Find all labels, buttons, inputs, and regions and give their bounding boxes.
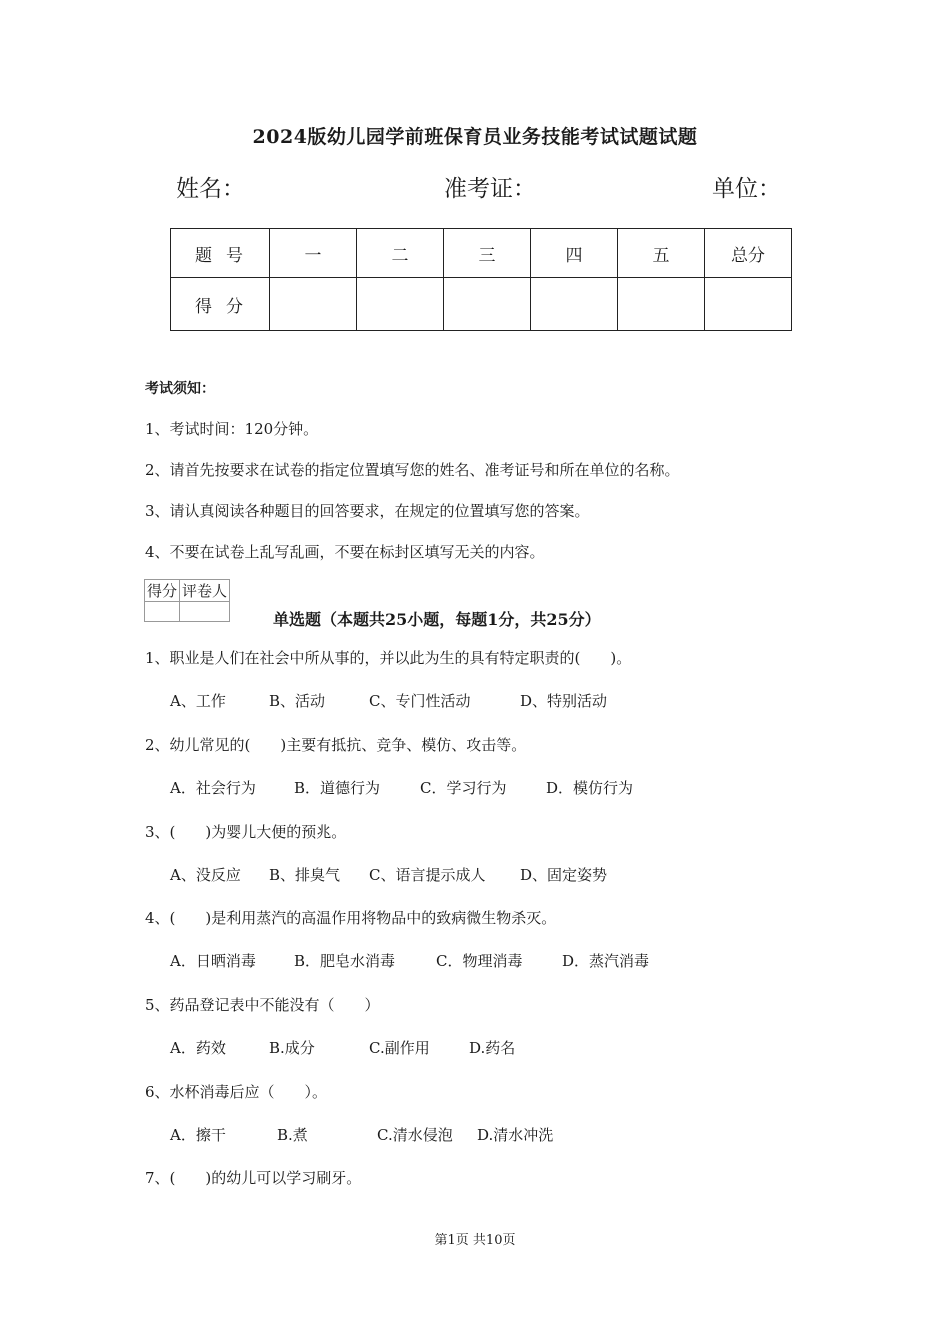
- exam-id-label: 准考证：: [444, 176, 536, 202]
- column-header: 三: [444, 229, 531, 278]
- notice-item: 2、请首先按要求在试卷的指定位置填写您的姓名、准考证号和所在单位的名称。: [145, 461, 680, 479]
- notice-item: 4、不要在试卷上乱写乱画，不要在标封区填写无关的内容。: [145, 543, 545, 561]
- option[interactable]: C、语言提示成人: [369, 866, 486, 884]
- notice-item: 1、考试时间：120分钟。: [145, 420, 319, 438]
- option[interactable]: B.成分: [269, 1039, 315, 1057]
- score-table: [170, 228, 792, 331]
- grader-reviewer-cell[interactable]: [180, 602, 230, 622]
- grader-reviewer-label: 评卷人: [180, 580, 230, 602]
- option[interactable]: A．社会行为: [170, 779, 256, 797]
- option[interactable]: B、排臭气: [269, 866, 341, 884]
- option[interactable]: A．擦干: [170, 1126, 226, 1144]
- option[interactable]: B.煮: [277, 1126, 308, 1144]
- option-row: [170, 1124, 810, 1146]
- column-header: 四: [531, 229, 618, 278]
- question-text: 4、( )是利用蒸汽的高温作用将物品中的致病微生物杀灭。: [145, 909, 557, 927]
- grader-table: [144, 579, 230, 622]
- column-header: 一: [270, 229, 357, 278]
- option-row: [170, 864, 810, 886]
- score-cell[interactable]: [531, 278, 618, 331]
- option-row: [170, 1037, 810, 1059]
- option[interactable]: C.副作用: [369, 1039, 430, 1057]
- option-row: [170, 690, 810, 712]
- score-cell[interactable]: [618, 278, 705, 331]
- option[interactable]: C.清水侵泡: [377, 1126, 453, 1144]
- score-cell[interactable]: [444, 278, 531, 331]
- option[interactable]: A、没反应: [170, 866, 241, 884]
- option[interactable]: A．日晒消毒: [170, 952, 256, 970]
- option[interactable]: C．物理消毒: [436, 952, 523, 970]
- question-text: 3、( )为婴儿大便的预兆。: [145, 823, 347, 841]
- question-text: 2、幼儿常见的( )主要有抵抗、竞争、模仿、攻击等。: [145, 736, 527, 754]
- option[interactable]: D.清水冲洗: [477, 1126, 554, 1144]
- option[interactable]: D、固定姿势: [520, 866, 608, 884]
- question-text: 6、水杯消毒后应（ ）。: [145, 1083, 328, 1101]
- score-table-score-row: [171, 278, 792, 331]
- question-number-label: 题号: [171, 229, 270, 278]
- page-footer: 第1页 共10页: [434, 1233, 516, 1248]
- score-cell-total[interactable]: [705, 278, 792, 331]
- option[interactable]: D．蒸汽消毒: [562, 952, 650, 970]
- exam-title: 2024版幼儿园学前班保育员业务技能考试试题试题: [252, 126, 698, 148]
- option-row: [170, 950, 810, 972]
- option[interactable]: D．模仿行为: [546, 779, 634, 797]
- section-title: 单选题（本题共25小题，每题1分，共25分）: [273, 610, 601, 629]
- score-cell[interactable]: [270, 278, 357, 331]
- option[interactable]: C．学习行为: [420, 779, 507, 797]
- option[interactable]: D.药名: [469, 1039, 516, 1057]
- option[interactable]: B．肥皂水消毒: [294, 952, 396, 970]
- grader-score-label: 得分: [145, 580, 180, 602]
- candidate-info-row: [176, 170, 780, 204]
- column-header: 二: [357, 229, 444, 278]
- option[interactable]: A、工作: [170, 692, 226, 710]
- option[interactable]: B、活动: [269, 692, 326, 710]
- option[interactable]: C、专门性活动: [369, 692, 471, 710]
- score-table-header-row: [171, 229, 792, 278]
- unit-label: 单位：: [712, 176, 781, 202]
- score-cell[interactable]: [357, 278, 444, 331]
- column-header-total: 总分: [705, 229, 792, 278]
- notice-item: 3、请认真阅读各种题目的回答要求，在规定的位置填写您的答案。: [145, 502, 590, 520]
- score-label: 得分: [171, 278, 270, 331]
- column-header: 五: [618, 229, 705, 278]
- option-row: [170, 777, 810, 799]
- option[interactable]: D、特别活动: [520, 692, 608, 710]
- question-text: 1、职业是人们在社会中所从事的，并以此为生的具有特定职责的( )。: [145, 649, 632, 667]
- option[interactable]: B．道德行为: [294, 779, 381, 797]
- notice-title: 考试须知：: [145, 381, 215, 397]
- question-text: 7、( )的幼儿可以学习刷牙。: [145, 1169, 362, 1187]
- question-text: 5、药品登记表中不能没有（ ）: [145, 996, 380, 1014]
- grader-score-cell[interactable]: [145, 602, 180, 622]
- option[interactable]: A．药效: [170, 1039, 226, 1057]
- name-label: 姓名：: [176, 176, 245, 202]
